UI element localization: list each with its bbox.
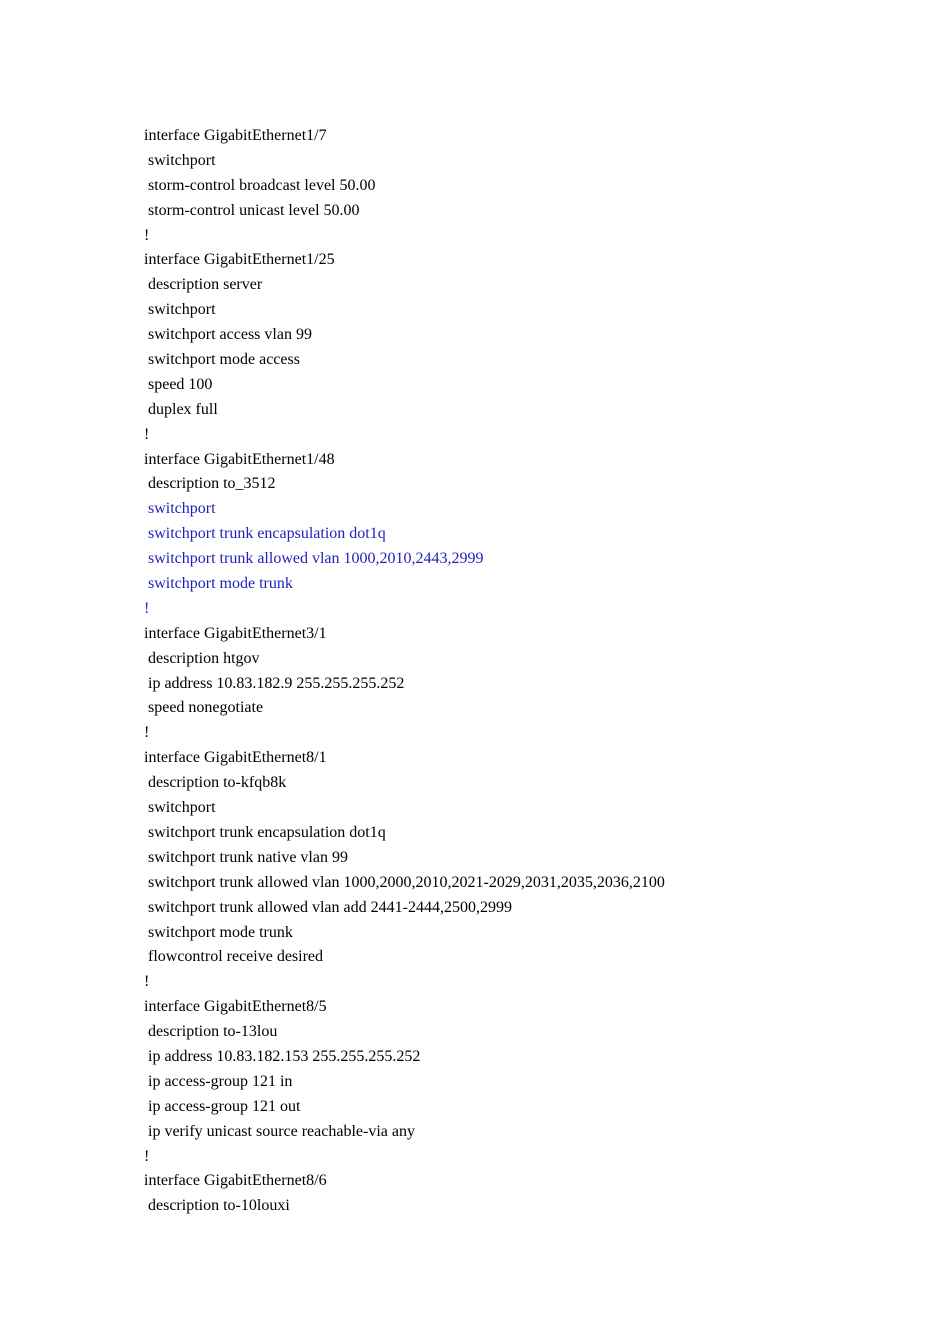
- config-command-line: flowcontrol receive desired: [148, 948, 324, 966]
- config-command-line: switchport trunk allowed vlan 1000,2000,2010,2021-2029,2031,2035,2036,2100: [148, 873, 665, 891]
- interface-header-line: interface GigabitEthernet8/1: [144, 749, 327, 767]
- config-command-line: switchport access vlan 99: [148, 326, 312, 344]
- config-command-line: description to_3512: [148, 475, 276, 493]
- config-command-line: ip address 10.83.182.153 255.255.255.252: [148, 1047, 421, 1065]
- config-command-line: switchport trunk allowed vlan add 2441-2444,2500,2999: [148, 898, 512, 916]
- config-separator: !: [144, 973, 150, 991]
- config-command-line: switchport: [148, 301, 216, 319]
- interface-header-line: interface GigabitEthernet1/48: [144, 450, 335, 468]
- config-listing: [144, 124, 665, 1219]
- config-command-line: description to-10louxi: [148, 1197, 290, 1215]
- config-command-line: switchport trunk encapsulation dot1q: [148, 823, 386, 841]
- config-command-line: switchport trunk allowed vlan 1000,2010,2443,2999: [148, 550, 484, 568]
- config-separator: !: [144, 226, 150, 244]
- interface-header-line: interface GigabitEthernet8/5: [144, 998, 327, 1016]
- config-command-line: switchport: [148, 151, 216, 169]
- interface-header-line: interface GigabitEthernet3/1: [144, 624, 327, 642]
- interface-header-line: interface GigabitEthernet8/6: [144, 1172, 327, 1190]
- config-command-line: description to-kfqb8k: [148, 774, 287, 792]
- config-command-line: ip access-group 121 out: [148, 1097, 301, 1115]
- config-command-line: switchport mode trunk: [148, 575, 293, 593]
- config-command-line: description htgov: [148, 649, 260, 667]
- config-command-line: switchport mode access: [148, 351, 300, 369]
- config-command-line: switchport mode trunk: [148, 923, 293, 941]
- config-command-line: storm-control unicast level 50.00: [148, 201, 360, 219]
- config-separator: !: [144, 724, 150, 742]
- config-separator: !: [144, 425, 150, 443]
- config-command-line: description to-13lou: [148, 1023, 278, 1041]
- config-command-line: ip address 10.83.182.9 255.255.255.252: [148, 674, 405, 692]
- config-command-line: switchport: [148, 799, 216, 817]
- config-command-line: ip access-group 121 in: [148, 1072, 293, 1090]
- config-command-line: duplex full: [148, 400, 218, 418]
- config-separator: !: [144, 599, 150, 617]
- config-command-line: switchport trunk native vlan 99: [148, 848, 348, 866]
- config-command-line: description server: [148, 276, 263, 294]
- interface-header-line: interface GigabitEthernet1/7: [144, 127, 327, 144]
- interface-header-line: interface GigabitEthernet1/25: [144, 251, 335, 269]
- config-command-line: ip verify unicast source reachable-via any: [148, 1122, 415, 1140]
- config-separator: !: [144, 1147, 150, 1165]
- config-command-line: storm-control broadcast level 50.00: [148, 176, 376, 194]
- config-command-line: speed nonegotiate: [148, 699, 264, 717]
- config-command-line: speed 100: [148, 375, 213, 393]
- config-command-line: switchport: [148, 500, 216, 518]
- config-command-line: switchport trunk encapsulation dot1q: [148, 525, 386, 543]
